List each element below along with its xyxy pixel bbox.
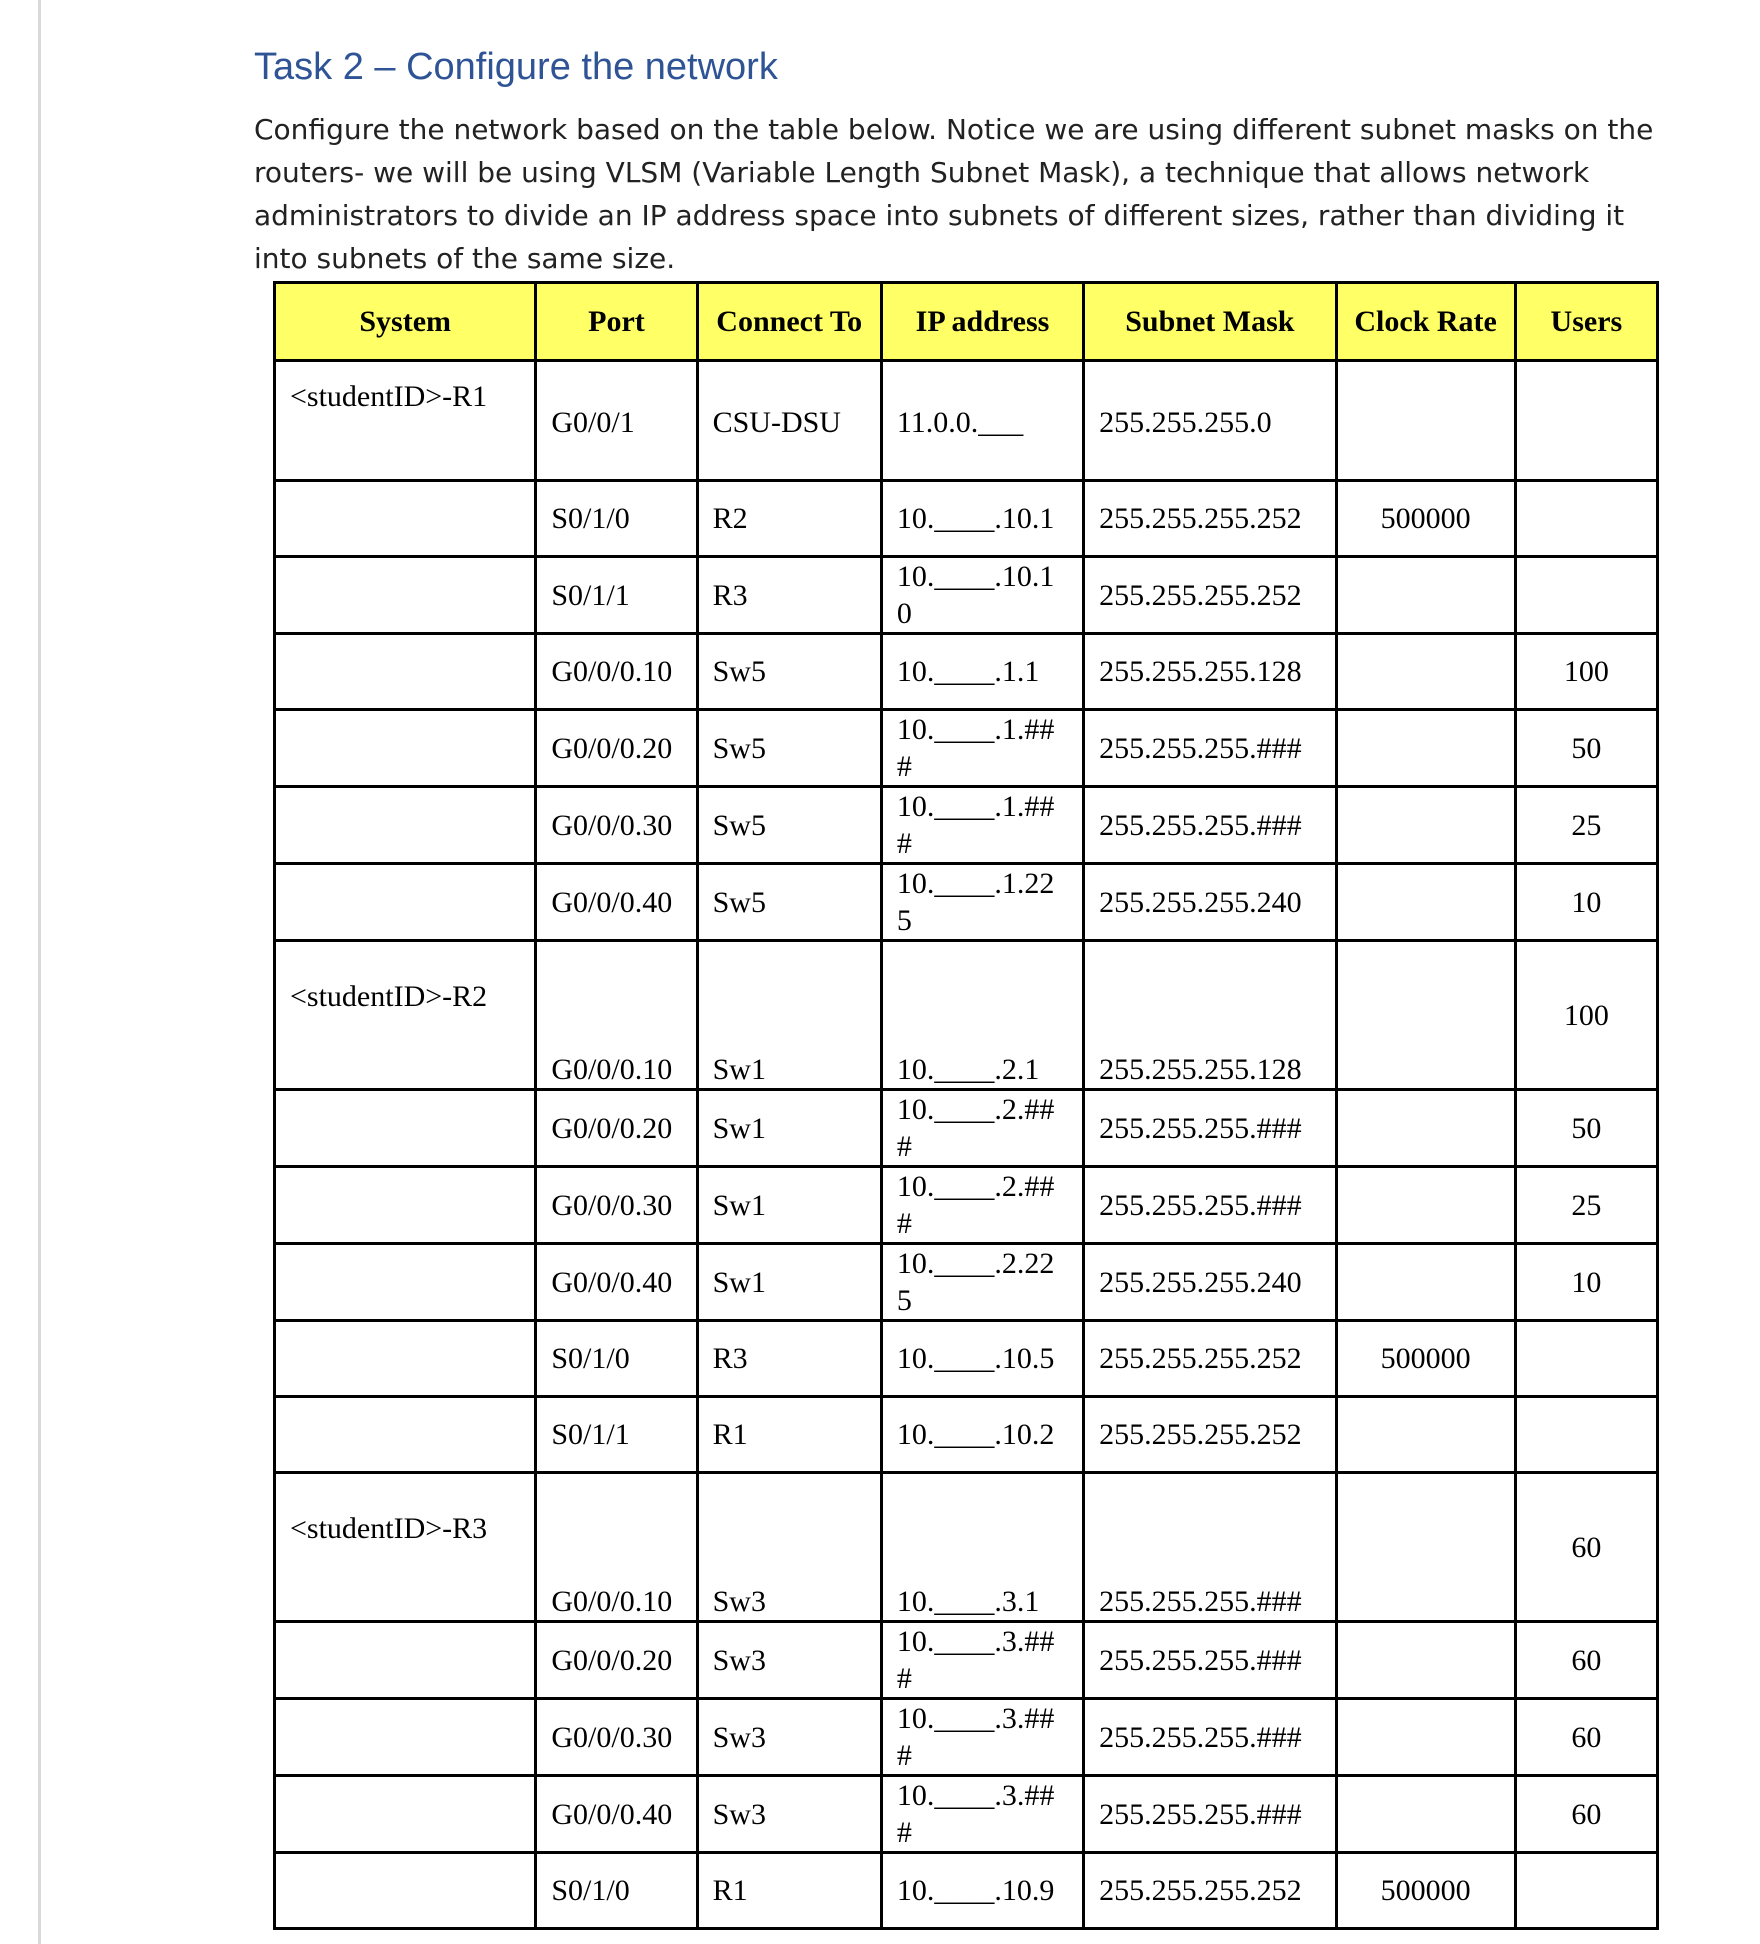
cell-system <box>275 1244 536 1321</box>
cell-port: G0/0/0.20 <box>536 1090 697 1167</box>
cell-users: 25 <box>1515 1167 1657 1244</box>
cell-system <box>275 1167 536 1244</box>
cell-connect: Sw3 <box>697 1622 881 1699</box>
cell-connect: R3 <box>697 557 881 634</box>
cell-connect: Sw5 <box>697 864 881 941</box>
cell-clock <box>1336 634 1515 710</box>
cell-system: <studentID>-R2 <box>275 941 536 1090</box>
cell-connect: CSU-DSU <box>697 361 881 481</box>
cell-port: S0/1/0 <box>536 481 697 557</box>
header-users: Users <box>1515 283 1657 361</box>
cell-connect: R1 <box>697 1397 881 1473</box>
cell-port: G0/0/0.40 <box>536 864 697 941</box>
cell-system: <studentID>-R3 <box>275 1473 536 1622</box>
cell-clock <box>1336 1090 1515 1167</box>
table-header-row <box>275 283 1658 361</box>
cell-clock <box>1336 787 1515 864</box>
header-connect-to: Connect To <box>697 283 881 361</box>
page-left-border <box>38 0 41 1944</box>
cell-clock <box>1336 1473 1515 1622</box>
cell-connect: Sw3 <box>697 1776 881 1853</box>
cell-clock <box>1336 1167 1515 1244</box>
cell-connect: Sw3 <box>697 1699 881 1776</box>
cell-port: G0/0/0.40 <box>536 1244 697 1321</box>
cell-port: G0/0/0.30 <box>536 1167 697 1244</box>
table-row <box>275 1244 1658 1321</box>
table-row <box>275 1622 1658 1699</box>
cell-system <box>275 1699 536 1776</box>
cell-connect: Sw5 <box>697 634 881 710</box>
cell-port: S0/1/0 <box>536 1853 697 1929</box>
cell-mask: 255.255.255.### <box>1084 1776 1336 1853</box>
table-row <box>275 361 1658 481</box>
cell-clock: 500000 <box>1336 1321 1515 1397</box>
cell-users: 50 <box>1515 1090 1657 1167</box>
cell-clock <box>1336 710 1515 787</box>
table-row <box>275 1853 1658 1929</box>
cell-clock: 500000 <box>1336 481 1515 557</box>
cell-port: G0/0/1 <box>536 361 697 481</box>
cell-ip: 10.____.10.10 <box>881 557 1083 634</box>
cell-connect: Sw5 <box>697 710 881 787</box>
cell-port: G0/0/0.30 <box>536 787 697 864</box>
cell-ip: 10.____.2.1 <box>881 941 1083 1090</box>
cell-mask: 255.255.255.### <box>1084 710 1336 787</box>
cell-users: 100 <box>1515 941 1657 1090</box>
cell-connect: R1 <box>697 1853 881 1929</box>
cell-port: G0/0/0.10 <box>536 1473 697 1622</box>
cell-port: G0/0/0.20 <box>536 710 697 787</box>
cell-connect: Sw1 <box>697 1090 881 1167</box>
cell-mask: 255.255.255.### <box>1084 1167 1336 1244</box>
cell-mask: 255.255.255.252 <box>1084 481 1336 557</box>
cell-connect: Sw1 <box>697 1244 881 1321</box>
cell-system <box>275 1622 536 1699</box>
cell-ip: 10.____.1.1 <box>881 634 1083 710</box>
cell-users: 10 <box>1515 1244 1657 1321</box>
cell-clock <box>1336 361 1515 481</box>
cell-connect: Sw3 <box>697 1473 881 1622</box>
cell-system <box>275 710 536 787</box>
cell-users: 60 <box>1515 1473 1657 1622</box>
cell-mask: 255.255.255.252 <box>1084 1397 1336 1473</box>
cell-system <box>275 864 536 941</box>
cell-users: 60 <box>1515 1622 1657 1699</box>
cell-mask: 255.255.255.240 <box>1084 864 1336 941</box>
task-title: Task 2 – Configure the network <box>254 46 778 88</box>
table-row <box>275 787 1658 864</box>
cell-system <box>275 787 536 864</box>
table-row <box>275 557 1658 634</box>
cell-ip: 10.____.1.### <box>881 710 1083 787</box>
network-config-table <box>273 281 1659 1930</box>
cell-clock <box>1336 1244 1515 1321</box>
cell-clock <box>1336 557 1515 634</box>
cell-mask: 255.255.255.240 <box>1084 1244 1336 1321</box>
cell-users <box>1515 1397 1657 1473</box>
cell-ip: 10.____.3.### <box>881 1699 1083 1776</box>
cell-ip: 10.____.2.225 <box>881 1244 1083 1321</box>
table-row <box>275 1776 1658 1853</box>
cell-users: 60 <box>1515 1776 1657 1853</box>
cell-port: G0/0/0.10 <box>536 634 697 710</box>
table-row <box>275 941 1658 1090</box>
cell-users <box>1515 1321 1657 1397</box>
cell-mask: 255.255.255.128 <box>1084 941 1336 1090</box>
cell-system <box>275 481 536 557</box>
cell-connect: R3 <box>697 1321 881 1397</box>
cell-connect: Sw1 <box>697 1167 881 1244</box>
table-row <box>275 1397 1658 1473</box>
task-intro: Configure the network based on the table below. Notice we are using different subnet masks on the routers- we will be using VLSM (Variable Length Subnet Mask), a technique that allows network administrators to divide an IP address space into subnets of different sizes, rather than dividing it into subnets of the same size. <box>254 113 1654 275</box>
cell-clock <box>1336 1776 1515 1853</box>
cell-ip: 10.____.2.### <box>881 1167 1083 1244</box>
cell-system <box>275 1321 536 1397</box>
cell-users: 60 <box>1515 1699 1657 1776</box>
cell-mask: 255.255.255.128 <box>1084 634 1336 710</box>
cell-port: G0/0/0.40 <box>536 1776 697 1853</box>
cell-connect: Sw5 <box>697 787 881 864</box>
cell-system <box>275 1397 536 1473</box>
table-row <box>275 710 1658 787</box>
cell-mask: 255.255.255.0 <box>1084 361 1336 481</box>
cell-ip: 10.____.3.1 <box>881 1473 1083 1622</box>
table-row <box>275 1699 1658 1776</box>
cell-users: 10 <box>1515 864 1657 941</box>
cell-mask: 255.255.255.252 <box>1084 557 1336 634</box>
cell-mask: 255.255.255.### <box>1084 1090 1336 1167</box>
cell-ip: 11.0.0.___ <box>881 361 1083 481</box>
cell-ip: 10.____.10.5 <box>881 1321 1083 1397</box>
cell-users <box>1515 1853 1657 1929</box>
cell-port: S0/1/1 <box>536 1397 697 1473</box>
cell-clock <box>1336 1397 1515 1473</box>
table-row <box>275 1167 1658 1244</box>
cell-clock <box>1336 1622 1515 1699</box>
cell-connect: Sw1 <box>697 941 881 1090</box>
cell-ip: 10.____.10.2 <box>881 1397 1083 1473</box>
cell-ip: 10.____.1.225 <box>881 864 1083 941</box>
cell-ip: 10.____.10.9 <box>881 1853 1083 1929</box>
header-ip-address: IP address <box>881 283 1083 361</box>
cell-users: 25 <box>1515 787 1657 864</box>
table-row <box>275 1090 1658 1167</box>
cell-system <box>275 1853 536 1929</box>
table-row <box>275 634 1658 710</box>
cell-ip: 10.____.2.### <box>881 1090 1083 1167</box>
cell-mask: 255.255.255.### <box>1084 1699 1336 1776</box>
cell-system: <studentID>-R1 <box>275 361 536 481</box>
cell-port: G0/0/0.10 <box>536 941 697 1090</box>
cell-mask: 255.255.255.### <box>1084 1622 1336 1699</box>
table-body <box>275 361 1658 1929</box>
cell-ip: 10.____.3.### <box>881 1776 1083 1853</box>
cell-users: 50 <box>1515 710 1657 787</box>
cell-ip: 10.____.3.### <box>881 1622 1083 1699</box>
header-port: Port <box>536 283 697 361</box>
cell-mask: 255.255.255.252 <box>1084 1853 1336 1929</box>
cell-users <box>1515 557 1657 634</box>
cell-system <box>275 634 536 710</box>
cell-clock <box>1336 1699 1515 1776</box>
cell-ip: 10.____.10.1 <box>881 481 1083 557</box>
table-row <box>275 1473 1658 1622</box>
cell-mask: 255.255.255.252 <box>1084 1321 1336 1397</box>
cell-system <box>275 557 536 634</box>
cell-mask: 255.255.255.### <box>1084 1473 1336 1622</box>
table-row <box>275 481 1658 557</box>
cell-users <box>1515 481 1657 557</box>
cell-ip: 10.____.1.### <box>881 787 1083 864</box>
table-row <box>275 1321 1658 1397</box>
cell-system <box>275 1090 536 1167</box>
cell-mask: 255.255.255.### <box>1084 787 1336 864</box>
header-system: System <box>275 283 536 361</box>
cell-users: 100 <box>1515 634 1657 710</box>
header-subnet-mask: Subnet Mask <box>1084 283 1336 361</box>
cell-clock: 500000 <box>1336 1853 1515 1929</box>
cell-connect: R2 <box>697 481 881 557</box>
cell-port: S0/1/0 <box>536 1321 697 1397</box>
cell-port: G0/0/0.30 <box>536 1699 697 1776</box>
header-clock-rate: Clock Rate <box>1336 283 1515 361</box>
cell-port: S0/1/1 <box>536 557 697 634</box>
table-row <box>275 864 1658 941</box>
cell-clock <box>1336 864 1515 941</box>
cell-port: G0/0/0.20 <box>536 1622 697 1699</box>
cell-system <box>275 1776 536 1853</box>
cell-users <box>1515 361 1657 481</box>
cell-clock <box>1336 941 1515 1090</box>
